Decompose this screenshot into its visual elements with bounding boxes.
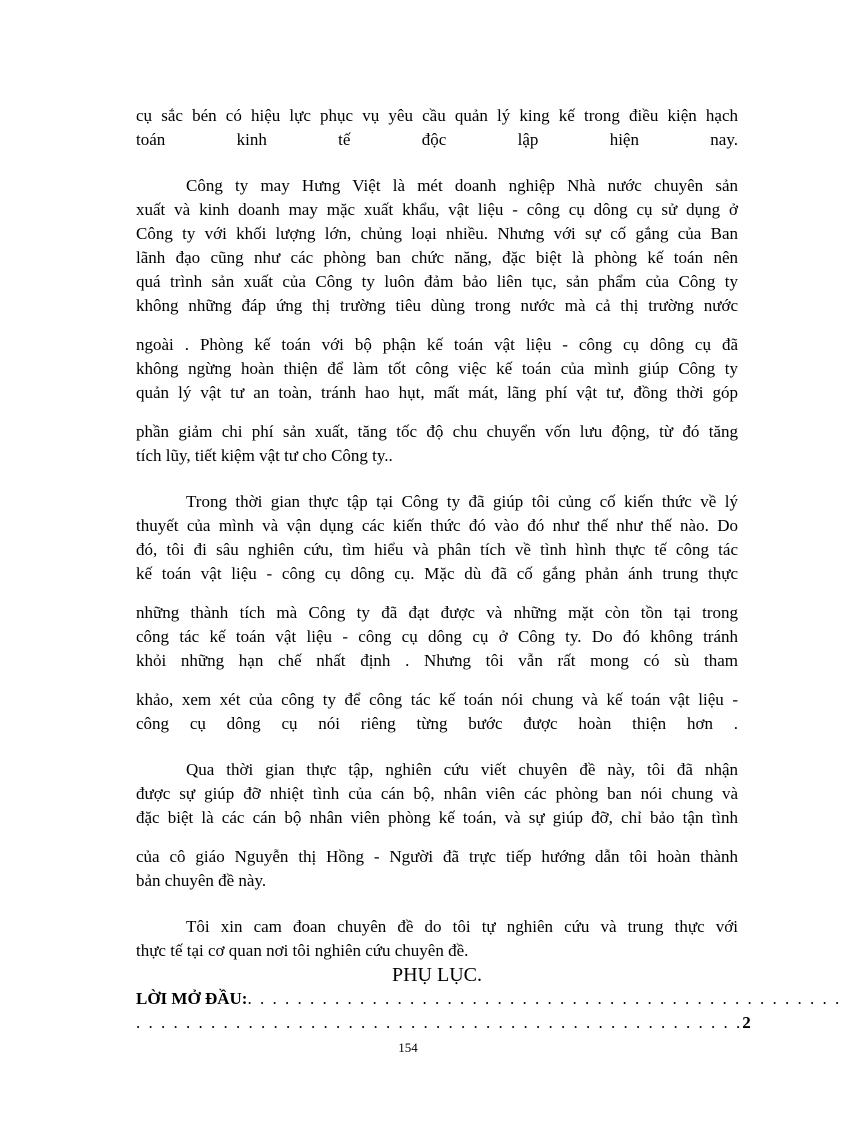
text-line: xuất và kinh doanh may mặc xuất khẩu, vật liệu - công cụ dông cụ sử dụng ở: [136, 200, 738, 219]
text-line: khỏi những hạn chế nhất định . Nhưng tôi vẫn rất mong có sù tham: [136, 651, 738, 670]
text-line: cụ sắc bén có hiệu lực phục vụ yêu cầu quản lý king kế trong điều kiện hạch: [136, 106, 738, 125]
text-line: được sự giúp đỡ nhiệt tình của cán bộ, nhân viên các phòng ban nói chung và: [136, 784, 738, 803]
paragraph-4: [136, 758, 738, 893]
text-line: khảo, xem xét của công ty để công tác kế toán nói chung và kế toán vật liệu -: [136, 690, 738, 709]
paragraph-2: [136, 174, 738, 468]
text-line: của cô giáo Nguyễn thị Hồng - Người đã trực tiếp hướng dẫn tôi hoàn thành: [136, 847, 738, 866]
text-line: đặc biệt là các cán bộ nhân viên phòng kế toán, và sự giúp đỡ, chỉ bảo tận tình: [136, 808, 738, 827]
text-line: Công ty may Hưng Việt là mét doanh nghiệp Nhà nước chuyên sản: [186, 176, 738, 195]
text-line: Qua thời gian thực tập, nghiên cứu viết chuyên đề này, tôi đã nhận: [186, 760, 738, 779]
toc-entry-continuation: [136, 1011, 751, 1035]
toc-leader-dots: . . . . . . . . . . . . . . . . . . . . . . . . . . . . . . . . . . . . . . . . . . . . . . . .: [247, 989, 841, 1008]
text-line: kế toán vật liệu - công cụ dông cụ. Mặc dù đã cố gắng phản ánh trung thực: [136, 564, 738, 583]
appendix-heading: PHỤ LỤC.: [391, 964, 482, 986]
text-line: ngoài . Phòng kế toán với bộ phận kế toán vật liệu - công cụ dông cụ đã: [136, 335, 738, 354]
text-line: thuyết của mình và vận dụng các kiến thức đó vào đó như thế như thế nào. Do: [136, 516, 738, 535]
paragraph-3: [136, 490, 738, 736]
text-line: quá trình sản xuất của Công ty luôn đảm bảo liên tục, sản phẩm của Công ty: [136, 272, 738, 291]
toc-entry-title: LỜI MỞ ĐẦU:: [136, 989, 248, 1008]
text-line: những thành tích mà Công ty đã đạt được và những mặt còn tồn tại trong: [136, 603, 738, 622]
body-text: [136, 104, 841, 1035]
text-line: bản chuyên đề này.: [136, 871, 267, 890]
text-line: công tác kế toán vật liệu - công cụ dông cụ ở Công ty. Do đó không tránh: [136, 627, 738, 646]
toc-entry-page: 2: [742, 1013, 751, 1032]
text-line: đó, tôi đi sâu nghiên cứu, tìm hiểu và phân tích về tình hình thực tế công tác: [136, 540, 738, 559]
paragraph-5: [136, 915, 738, 963]
text-line: không những đáp ứng thị trường tiêu dùng trong nước mà cả thị trường nước: [136, 296, 738, 315]
text-line: toán kinh tế độc lập hiện nay.: [136, 130, 738, 149]
text-line: Trong thời gian thực tập tại Công ty đã giúp tôi củng cố kiến thức về lý: [186, 492, 738, 511]
text-line: tích lũy, tiết kiệm vật tư cho Công ty..: [136, 446, 393, 465]
text-line: Công ty với khối lượng lớn, chủng loại nhiều. Nhưng với sự cố gắng của Ban: [136, 224, 738, 243]
toc-entry: [136, 987, 841, 1011]
page-number: 154: [398, 1040, 418, 1055]
text-line: không ngừng hoàn thiện để làm tốt công việc kế toán của mình giúp Công ty: [136, 359, 738, 378]
toc-leader-dots: . . . . . . . . . . . . . . . . . . . . . . . . . . . . . . . . . . . . . . . . . . . . . . . . .: [136, 1013, 743, 1032]
appendix-section: [136, 963, 841, 1035]
text-line: quản lý vật tư an toàn, tránh hao hụt, mất mát, lãng phí vật tư, đồng thời góp: [136, 383, 738, 402]
text-line: công cụ dông cụ nói riêng từng bước được hoàn thiện hơn .: [136, 714, 738, 733]
text-line: phần giảm chi phí sản xuất, tăng tốc độ chu chuyển vốn lưu động, từ đó tăng: [136, 422, 738, 441]
paragraph-1: [136, 104, 738, 152]
text-line: thực tế tại cơ quan nơi tôi nghiên cứu chuyên đề.: [136, 941, 469, 960]
text-line: Tôi xin cam đoan chuyên đề do tôi tự nghiên cứu và trung thực với: [186, 917, 738, 936]
text-line: lãnh đạo cũng như các phòng ban chức năng, đặc biệt là phòng kế toán nên: [136, 248, 738, 267]
